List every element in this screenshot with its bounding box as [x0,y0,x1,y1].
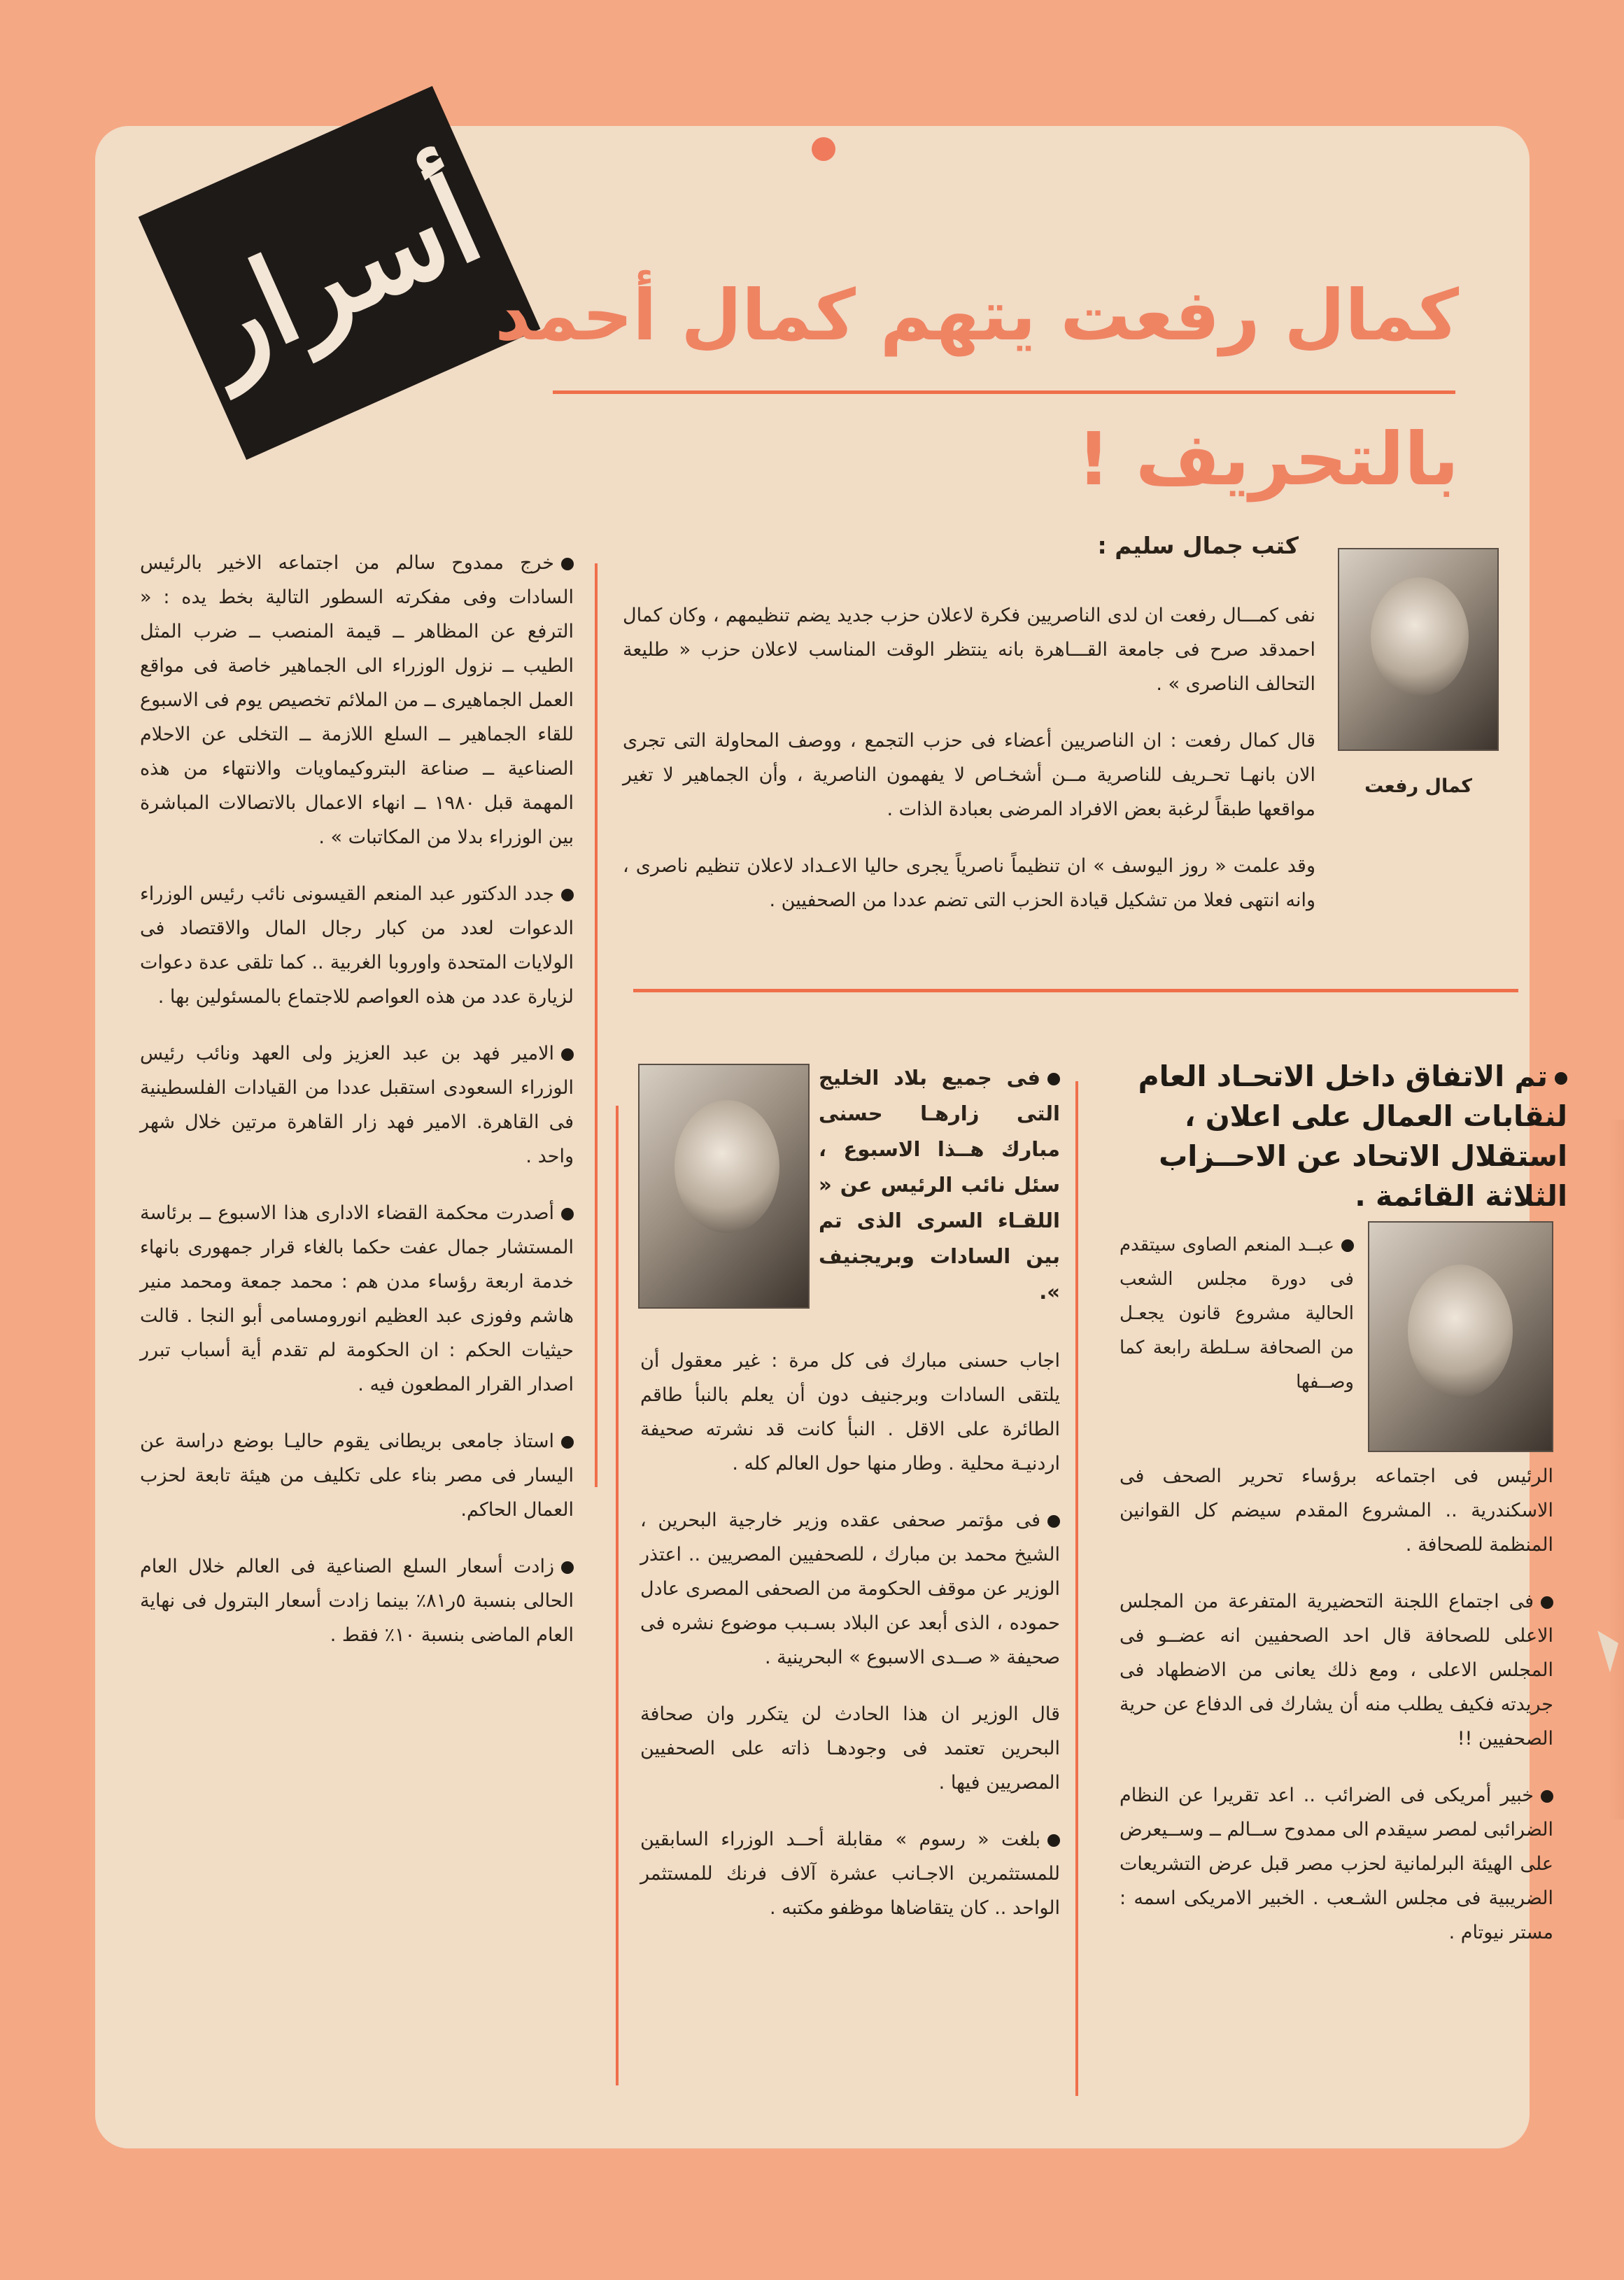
section-divider [633,989,1518,992]
headline-divider [553,390,1455,394]
news-item: فى مؤتمر صحفى عقده وزير خارجية البحرين ، الشيخ محمد بن مبارك ، للصحفيين المصريين .. اعتذر الوزير عن موقف الحكومة من الصحفى المصرى عادل حموده ، الذى أبعد عن البلاد بسـبب موضوع نشره فى صحيفة « صــدى الاسبوع » البحرينية . [640,1510,1060,1668]
bullet-icon [1555,1072,1567,1085]
bullet-icon [561,1561,574,1574]
bullet-icon [561,1208,574,1220]
news-item: خبير أمريكى فى الضرائب .. اعد تقريرا عن النظام الضرائبى لمصر سيقدم الى ممدوح ســالم ــ وســيعرض على الهيئة البرلمانية لحزب مصر قبل عرض التشريعات الضريبية فى مجلس الشـعب . الخبير الامريكى اسمه : مستر نيوتام . [1120,1785,1553,1943]
news-item: فى اجتماع اللجنة التحضيرية المتفرعة من المجلس الاعلى للصحافة قال احد الصحفيين انه عضــو فى المجلس الاعلى ، ومع ذلك يعانى من الاضطهاد فى جريدته فكيف يطلب منه أن يشارك فى الدفاع عن حرية الصحفيين !! [1120,1591,1553,1750]
bullet-icon [1541,1790,1553,1803]
photo-caption: كمال رفعت [1364,775,1472,797]
byline: كتب جمال سليم : [1097,532,1299,559]
left-column [140,546,574,1675]
headline-line-1: كمال رفعت يتهم كمال أحمد [495,274,1459,356]
logo-text: أسرار [178,150,500,396]
main-story-paragraph: نفى كمـــال رفعت ان لدى الناصريين فكرة لاعلان حزب جديد يضم تنظيمهم ، وكان كمال احمدقد صرح فى جامعة القـــاهرة بانه ينتظر الوقت المناسب لاعلان حزب « طليعة التحالف الناصرى » . [623,605,1315,695]
middle-column [640,1344,1060,1948]
bullet-icon [1047,1073,1060,1085]
column-divider [616,1106,619,2085]
news-item: الامير فهد بن عبد العزيز ولى العهد ونائب رئيس الوزراء السعودى استقبل عددا من القيادات الفلسطينية فى القاهرة. الامير فهد زار القاهرة مرتين خلال شهر واحد . [140,1043,574,1167]
photo-hosni-mubarak [638,1064,810,1309]
bullet-icon [1341,1239,1354,1252]
page-edge [1609,1120,1624,1820]
headline-line-2: بالتحريف ! [1077,416,1459,502]
news-item: خرج ممدوح سالم من اجتماعه الاخير بالرئيس السادات وفى مفكرته السطور التالية بخط يده : « الترفع عن المظاهر ــ قيمة المنصب ــ ضرب المثل الطيب ــ نزول الوزراء الى الجماهير خاصة فى مواقع العمل الجماهيرى ــ من الملائم تخصيص يوم فى الاسبوع للقاء الجماهير ــ السلع اللازمة ــ التخلى عن الاحلام الصناعية ــ صناعة البتروكيماويات والانتهاء من هذه المهمة قبل ١٩٨٠ ــ انهاء الاعمال بالاتصالات المباشرة بين الوزراء بدلا من المكاتبات » . [140,552,574,848]
main-story-paragraph: وقد علمت « روز اليوسف » ان تنظيماً ناصرياً يجرى حاليا الاعـداد لاعلان تنظيم ناصرى ، وانه انتهى فعلا من تشكيل قيادة الحزب التى تضم عددا من الصحفيين . [623,855,1315,911]
bullet-icon [561,558,574,570]
news-item: جدد الدكتور عبد المنعم القيسونى نائب رئيس الوزراء الدعوات لعدد من كبار رجال المال والاقتصاد فى الولايات المتحدة واوروبا الغربية .. كما تلقى عدة دعوات لزيارة عدد من هذه العواصم للاجتماع بالمسئولين بها . [140,883,574,1008]
news-item: أصدرت محكمة القضاء الادارى هذا الاسبوع ــ برئاسة المستشار جمال عفت حكما بالغاء قرار جمهورى بانهاء خدمة اربعة رؤساء مدن هم : محمد جمعة ومحمد منير هاشم وفوزى عبد العظيم انورومسامى أبو النجا . قالت حيثيات الحكم : ان الحكومة لم تقدم أية أسباب تبرر اصدار القرار المطعون فيه . [140,1202,574,1395]
sawi-item: عبــد المنعم الصاوى سيتقدم فى دورة مجلس الشعب الحالية مشروع قانون يجعـل من الصحافة سـلطة رابعة كما وصــفها [1120,1234,1354,1393]
bullet-icon [561,1436,574,1449]
bullet-icon [1047,1834,1060,1847]
photo-kamal-rifaat [1338,548,1499,751]
gulf-item: فى جميع بلاد الخليج التى زارهـا حسنى مبارك هــذا الاسبوع ، سئل نائب الرئيس عن « اللقـاء السرى الذى تم بين السادات وبريجنيف ». [819,1066,1060,1304]
column-divider [1075,1081,1078,2096]
bullet-icon [1047,1515,1060,1528]
bullet-icon [1541,1596,1553,1609]
main-story-body [623,598,1315,940]
photo-abdel-moneim-sawi [1368,1221,1553,1452]
news-item: زادت أسعار السلع الصناعية فى العالم خلال العام الحالى بنسبة ٥ر٨١٪ بينما زادت أسعار البترول فى نهاية العام الماضى بنسبة ١٠٪ فقط . [140,1556,574,1646]
bullet-icon [561,889,574,901]
punch-hole [812,137,835,161]
bullet-icon [561,1048,574,1061]
news-item: اجاب حسنى مبارك فى كل مرة : غير معقول أن يلتقى السادات وبرجنيف دون أن يعلم بالنبأ طاقم الطائرة على الاقل . النبأ كانت قد نشرته صحيفة اردنيـة محلية . وطار منها حول العالم كله . [640,1350,1060,1475]
right-column [1120,1459,1553,1972]
news-item: قال الوزير ان هذا الحادث لن يتكرر وان صحافة البحرين تعتمد فى وجودهـا ذاته على الصحفيين المصريين فيها . [640,1703,1060,1794]
news-item: بلغت « رسوم » مقابلة أحــد الوزراء السابقين للمستثمرين الاجـانب عشرة آلاف فرنك للمستثمر الواحد .. كان يتقاضاها موظفو مكتبه . [640,1829,1060,1919]
news-item: استاذ جامعى بريطانى يقوم حاليـا بوضع دراسة عن اليسار فى مصر بناء على تكليف من هيئة تابعة لحزب العمال الحاكم. [140,1430,574,1521]
main-story-paragraph: قال كمال رفعت : ان الناصريين أعضاء فى حزب التجمع ، ووصف المحاولة التى تجرى الان بانهـا تحـريف للناصرية مــن أشخـاص لا يفهمون الناصرية ، وأن الجماهير لا تغير مواقعها طبقاً لرغبة بعض الافراد المرضى بعبادة الذات . [623,730,1315,820]
news-item: الرئيس فى اجتماعه برؤساء تحرير الصحف فى الاسكندرية .. المشروع المقدم سيضم كل القوانين المنظمة للصحافة . [1120,1465,1553,1556]
column-divider [595,563,598,1487]
lead-story: تم الاتفاق داخل الاتحـاد العام لنقابات العمال على اعلان ، استقلال الاتحاد عن الاحــزاب الثلاثة القائمة . [1138,1060,1567,1213]
